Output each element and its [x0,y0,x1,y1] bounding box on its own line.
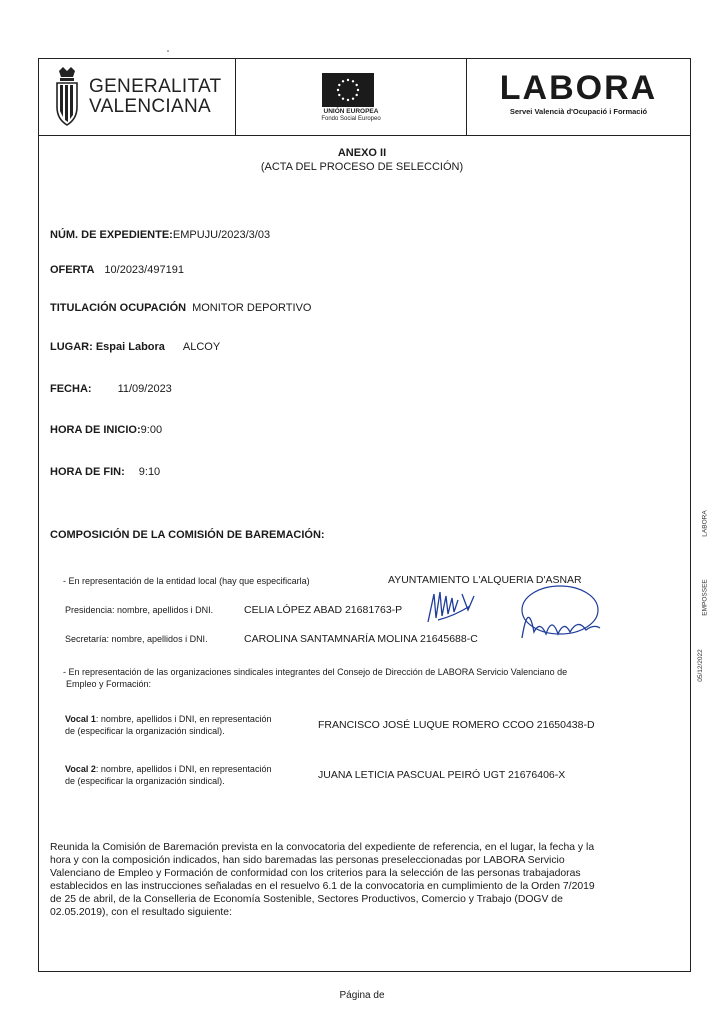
annex-title: ANEXO II [337,147,387,159]
commission-heading-text: COMPOSICIÓN DE LA COMISIÓN DE BAREMACIÓN: [50,529,325,541]
hora-inicio-value: 9:00 [140,424,163,436]
side-labora: LABORA [701,510,709,537]
titulacion-label: TITULACIÓN OCUPACIÓN [50,302,187,314]
side-date: 05/12/2022 [696,649,704,682]
fecha-row [50,383,172,395]
eu-label-line1: UNIÓN EUROPEA [323,108,379,115]
sindical-line2: Empleo y Formación: [66,679,152,689]
presidencia-value: CELIA LÓPEZ ABAD 21681763-P [244,604,403,616]
paragraph-line: Reunida la Comisión de Baremación prevista en la convocatoria del expediente de referencia, en el lugar, la fecha y la [50,842,595,853]
titulacion-value: MONITOR DEPORTIVO [192,302,312,314]
hora-fin-label: HORA DE FIN: [50,466,125,478]
eu-flag-icon [322,73,374,107]
labora-subtitle: Servei Valencià d'Ocupació i Formació [509,107,648,116]
fecha-label: FECHA: [50,383,92,395]
expediente-label: NÚM. DE EXPEDIENTE: [50,229,173,241]
paragraph-line: establecidos en las instrucciones señaladas en el resuelvo 6.1 de la convocatoria en cumplimiento de la Orden 7/2019 [50,881,595,892]
vocal1-value: FRANCISCO JOSÉ LUQUE ROMERO CCOO 21650438-D [318,719,595,731]
eu-logo-cell [236,59,467,135]
paragraph-line: 02.05.2019), con el resultado siguiente: [50,907,232,918]
hora-inicio-label: HORA DE INICIO: [50,424,141,436]
vocal2-value: JUANA LETICIA PASCUAL PEIRÓ UGT 21676406-X [318,769,566,781]
fecha-value: 11/09/2023 [117,383,172,395]
gva-line2: VALENCIANA [89,96,211,117]
eu-label-line2: Fondo Social Europeo [321,116,381,122]
side-code: EMPOSSEE [701,579,709,616]
vocal1-label [65,714,271,724]
gva-crest-icon [51,67,83,127]
lugar-label: LUGAR: Espai Labora [50,341,165,353]
commission-heading [50,529,325,541]
gva-wordmark [89,77,221,117]
vocal2-bold: Vocal 2 [65,764,96,774]
vocal1-bold: Vocal 1 [65,714,96,724]
logo-header [39,59,690,136]
vocal2-rest: : nombre, apellidos i DNI, en representación [95,764,272,774]
hora-fin-value: 9:10 [138,466,161,478]
secretaria-value: CAROLINA SANTAMNARÍA MOLINA 21645688-C [244,633,478,645]
gva-logo-cell [39,59,236,135]
result-paragraph [50,841,680,919]
titulacion-row [50,302,311,314]
vocal2-label [65,764,271,774]
hora-inicio-row [50,424,162,436]
paragraph-line: Valenciano de Empleo y Formación de conformidad con los criterios para la selección de las personas trabajadoras [50,868,581,879]
vocal1-rest: : nombre, apellidos i DNI, en representación [95,714,272,724]
paragraph-line: hora y con la composición indicados, han sido baremadas las personas preseleccionadas por LABORA Servicio [50,855,565,866]
vocal1-line2: de (especificar la organización sindical). [65,726,225,736]
oferta-value: 10/2023/497191 [104,264,184,276]
hora-fin-row [50,466,160,478]
paragraph-line: de 25 de abril, de la Conselleria de Economía Sostenible, Sectores Productivos, Comercio y Trabajo (DOGV de [50,894,563,905]
scan-speck [167,50,169,52]
presidencia-label: Presidencia: nombre, apellidos i DNI. [65,605,214,615]
lugar-row [50,341,220,353]
signature-secretaria [512,580,604,652]
oferta-label: OFERTA [50,264,95,276]
secretaria-label: Secretaría: nombre, apellidos i DNI. [65,634,208,644]
expediente-value: EMPUJU/2023/3/03 [172,229,271,241]
entity-label: - En representación de la entidad local (hay que especificarla) [63,576,310,586]
annex-subtitle: (ACTA DEL PROCESO DE SELECCIÓN) [260,161,464,173]
page-footer: Página de [339,990,385,1001]
gva-line1: GENERALITAT [89,76,222,97]
labora-logo-cell [467,59,690,135]
lugar-value: ALCOY [182,341,221,353]
labora-wordmark: LABORA [499,69,658,107]
entity-value: AYUNTAMIENTO L'ALQUERIA D'ASNAR [388,574,582,586]
oferta-row [50,264,184,276]
signature-presidencia [424,588,478,628]
expediente-row [50,229,270,241]
sindical-line1: - En representación de las organizaciones sindicales integrantes del Consejo de Dirección de LABORA Servicio Valenciano de [63,667,568,677]
vocal2-line2: de (especificar la organización sindical). [65,776,225,786]
document-frame [38,58,691,972]
